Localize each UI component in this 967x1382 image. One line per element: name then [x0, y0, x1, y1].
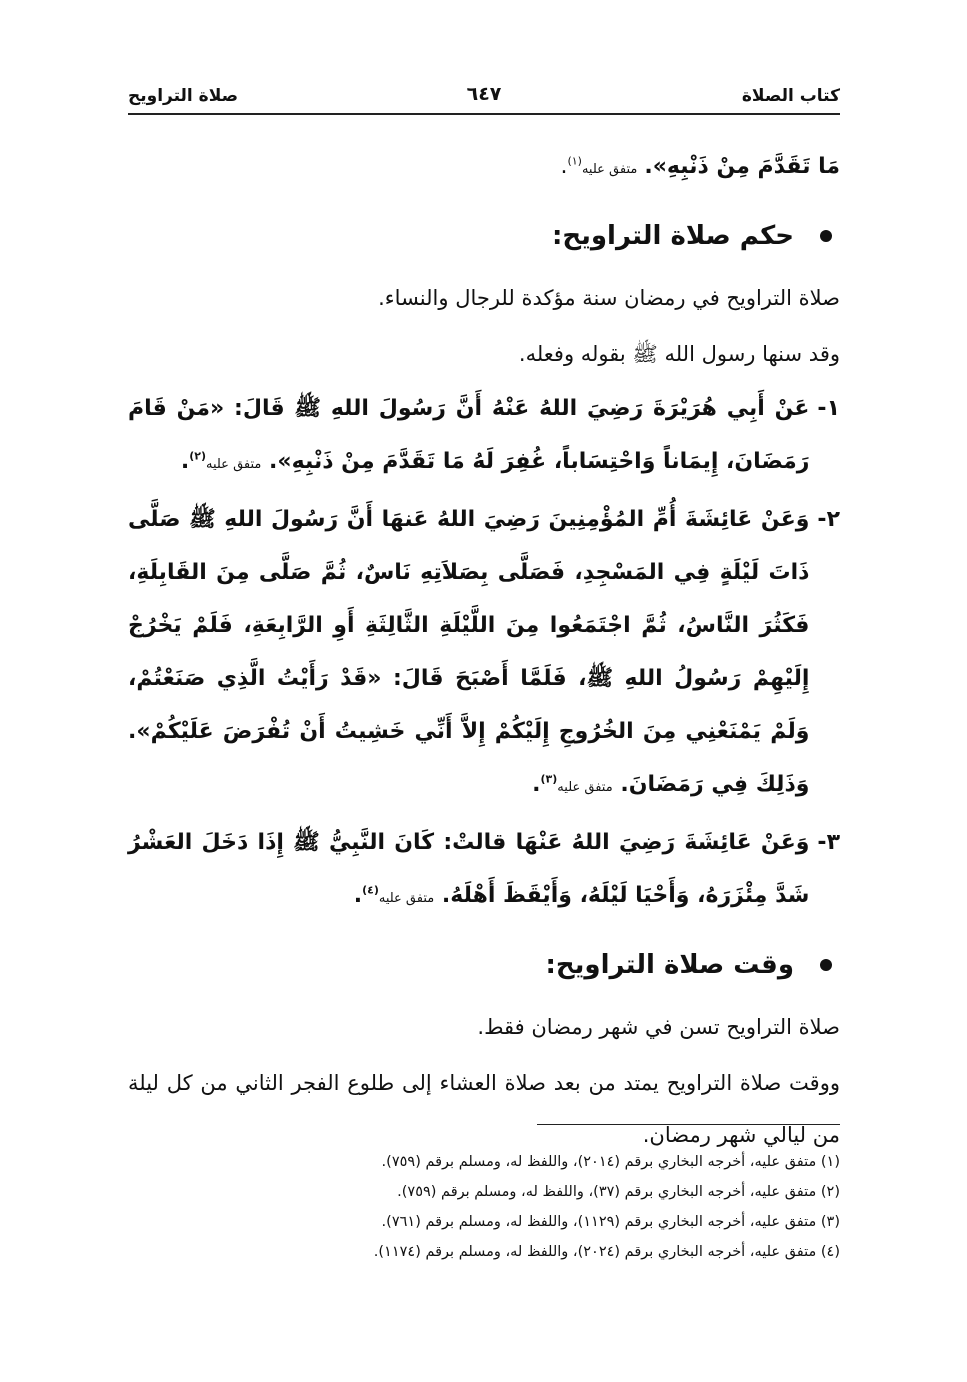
- footnote: (٢) متفق عليه، أخرجه البخاري برقم (٣٧)، واللفظ له، ومسلم برقم (٧٥٩).: [397, 1184, 840, 1200]
- chapter-title: صلاة التراويح: [128, 86, 239, 106]
- intro-line: مَا تَقَدَّمَ مِنْ ذَنْبِهِ». متفق عليه$^{(١)}$.: [560, 154, 840, 179]
- hadith-source: متفق عليه: [205, 457, 262, 472]
- running-header: [128, 82, 840, 112]
- hadith-text: وَعَنْ عَائِشَةَ أُمِّ المُؤْمِنِينَ رَضِيَ اللهُ عَنهَا أَنَّ رَسُولَ اللهِ ﷺ صَلَّى ذَاتَ لَيْلَةٍ فِي المَسْجِدِ، فَصَلَّى بِصَلاَتِهِ نَاسٌ، ثُمَّ صَلَّى مِنَ القَابِلَةِ، فَكَثُرَ النَّاسُ، ثُمَّ اجْتَمَعُوا مِنَ اللَّيْلَةِ الثَّالِثَةِ أَوِ الرَّابِعَةِ، فَلَمْ يَخْرُجْ إِلَيْهِمْ رَسُولُ اللهِ ﷺ، فَلَمَّا أَصْبَحَ قَالَ: «قَدْ رَأَيْتُ الَّذِي صَنَعْتُمْ، وَلَمْ يَمْنَعْنِي مِنَ الخُرُوجِ إِلَيْكُمْ إِلاَّ أَنِّي خَشِيتُ أَنْ تُفْرَضَ عَلَيْكُمْ». وَذَلِكَ فِي رَمَضَانَ.: [128, 507, 810, 797]
- paragraph: ووقت صلاة التراويح يمتد من بعد صلاة العشاء إلى طلوع الفجر الثاني من كل ليلة من ليالي شهر رمضان.: [128, 1071, 840, 1147]
- heading-text: وقت صلاة التراويح:: [545, 950, 794, 980]
- main-text: [128, 140, 840, 1161]
- book-title: كتاب الصلاة: [741, 86, 840, 106]
- footnotes: [128, 1147, 840, 1267]
- hadith-item: [128, 382, 840, 491]
- hadith-number: ٢-: [817, 507, 840, 532]
- hadith-item: [128, 493, 840, 814]
- intro-text: مَا تَقَدَّمَ مِنْ ذَنْبِهِ».: [644, 154, 840, 179]
- footnote-ref: (١): [567, 154, 582, 168]
- paragraph: وقد سنها رسول الله ﷺ بقوله وفعله.: [518, 342, 840, 366]
- hadith-body: عَنْ أَبِي هُرَيْرَةَ رَضِيَ اللهُ عَنْهُ أَنَّ رَسُولَ اللهِ ﷺ قَالَ: «مَنْ قَامَ رَمَضَانَ، إِيمَاناً وَاحْتِسَاباً، غُفِرَ لَهُ مَا تَقَدَّمَ مِنْ ذَنْبِهِ». متفق عليه$^{(٢)}$.: [128, 396, 810, 474]
- footnote: (٣) متفق عليه، أخرجه البخاري برقم (١١٢٩)، واللفظ له، ومسلم برقم (٧٦١).: [381, 1214, 840, 1230]
- page-number: ٦٤٧: [466, 83, 502, 105]
- bullet-icon: [820, 959, 832, 971]
- footnote-ref: (٢): [189, 449, 206, 463]
- footnote: (١) متفق عليه، أخرجه البخاري برقم (٢٠١٤)، واللفظ له، ومسلم برقم (٧٥٩).: [381, 1154, 840, 1170]
- hadith-source: متفق عليه: [378, 891, 435, 906]
- paragraph: صلاة التراويح في رمضان سنة مؤكدة للرجال والنساء.: [378, 286, 840, 310]
- hadith-text: وَعَنْ عَائِشَةَ رَضِيَ اللهُ عَنْهَا قالتْ: كَانَ النَّبِيُّ ﷺ إِذَا دَخَلَ العَشْرُ شَدَّ مِئْزَرَهُ، وَأَحْيَا لَيْلَهُ، وَأَيْقَظَ أَهْلَهُ.: [128, 830, 810, 908]
- heading-text: حكم صلاة التراويح:: [552, 221, 794, 251]
- hadith-body: وَعَنْ عَائِشَةَ رَضِيَ اللهُ عَنْهَا قالتْ: كَانَ النَّبِيُّ ﷺ إِذَا دَخَلَ العَشْرُ شَدَّ مِئْزَرَهُ، وَأَحْيَا لَيْلَهُ، وَأَيْقَظَ أَهْلَهُ. متفق عليه$^{(٤)}$.: [128, 830, 810, 908]
- section-heading-ruling: [128, 206, 832, 266]
- hadith-body: وَعَنْ عَائِشَةَ أُمِّ المُؤْمِنِينَ رَضِيَ اللهُ عَنهَا أَنَّ رَسُولَ اللهِ ﷺ صَلَّى ذَاتَ لَيْلَةٍ فِي المَسْجِدِ، فَصَلَّى بِصَلاَتِهِ نَاسٌ، ثُمَّ صَلَّى مِنَ القَابِلَةِ، فَكَثُرَ النَّاسُ، ثُمَّ اجْتَمَعُوا مِنَ اللَّيْلَةِ الثَّالِثَةِ أَوِ الرَّابِعَةِ، فَلَمْ يَخْرُجْ إِلَيْهِمْ رَسُولُ اللهِ ﷺ، فَلَمَّا أَصْبَحَ قَالَ: «قَدْ رَأَيْتُ الَّذِي صَنَعْتُمْ، وَلَمْ يَمْنَعْنِي مِنَ الخُرُوجِ إِلَيْكُمْ إِلاَّ أَنِّي خَشِيتُ أَنْ تُفْرَضَ عَلَيْكُمْ». وَذَلِكَ فِي رَمَضَانَ. متفق عليه$^{(٣)}$.: [128, 507, 810, 797]
- footnote-separator: [537, 1124, 840, 1125]
- hadith-text: عَنْ أَبِي هُرَيْرَةَ رَضِيَ اللهُ عَنْهُ أَنَّ رَسُولَ اللهِ ﷺ قَالَ: «مَنْ قَامَ رَمَضَانَ، إِيمَاناً وَاحْتِسَاباً، غُفِرَ لَهُ مَا تَقَدَّمَ مِنْ ذَنْبِهِ».: [128, 396, 810, 474]
- hadith-item: [128, 816, 840, 925]
- hadith-number: ١-: [817, 396, 840, 421]
- footnote: (٤) متفق عليه، أخرجه البخاري برقم (٢٠٢٤)، واللفظ له، ومسلم برقم (١١٧٤).: [373, 1244, 840, 1260]
- footnote-ref: (٤): [362, 883, 379, 897]
- hadith-source: متفق عليه: [557, 780, 613, 795]
- intro-source: متفق عليه: [581, 162, 638, 177]
- bullet-icon: [820, 230, 832, 242]
- header-rule: [128, 113, 840, 115]
- paragraph: صلاة التراويح تسن في شهر رمضان فقط.: [477, 1015, 840, 1039]
- footnote-ref: (٣): [540, 772, 558, 786]
- section-heading-time: [128, 935, 832, 995]
- hadith-number: ٣-: [817, 830, 840, 855]
